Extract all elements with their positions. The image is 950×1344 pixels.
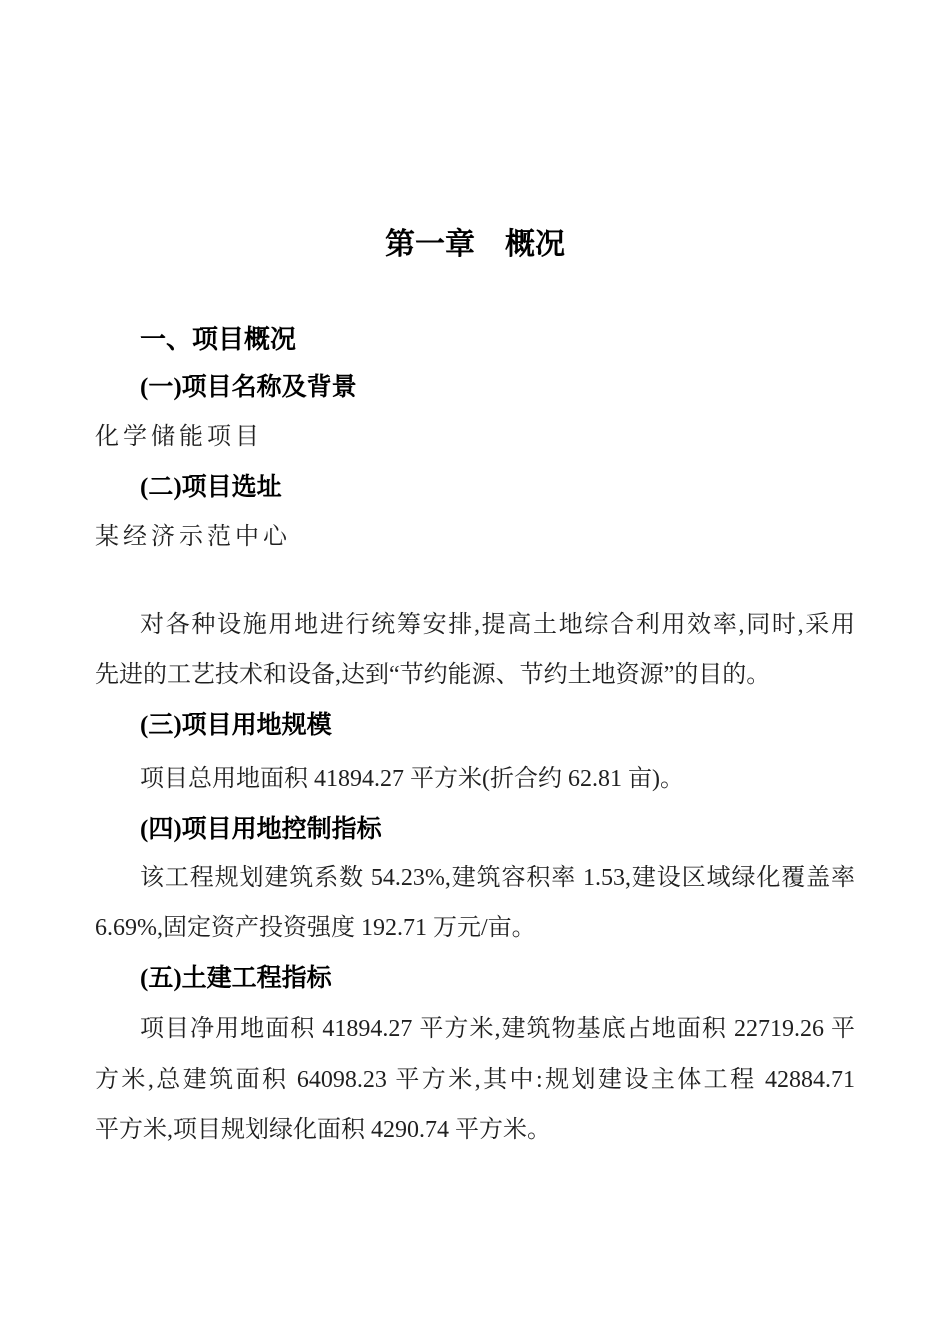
subsection-heading-land-scale: (三)项目用地规模 [140,712,332,739]
site-location-text: 某经济示范中心 [95,524,291,550]
chapter-title: 第一章 概况 [385,228,565,261]
subsection-heading-civil-engineering: (五)土建工程指标 [140,965,332,992]
section-heading-project-overview: 一、项目概况 [140,324,297,354]
land-planning-paragraph-line-2: 先进的工艺技术和设备,达到“节约能源、节约土地资源”的目的。 [95,662,771,688]
project-name-text: 化学储能项目 [95,424,263,450]
subsection-heading-site-selection: (二)项目选址 [140,474,282,501]
subsection-heading-project-name: (一)项目名称及背景 [140,374,357,401]
land-planning-paragraph-line-1: 对各种设施用地进行统筹安排,提高土地综合利用效率,同时,采用 [140,612,855,638]
land-area-text: 项目总用地面积 41894.27 平方米(折合约 62.81 亩)。 [140,766,684,792]
civil-engineering-line-2: 方米,总建筑面积 64098.23 平方米,其中:规划建设主体工程 42884.71 [95,1067,855,1093]
civil-engineering-line-3: 平方米,项目规划绿化面积 4290.74 平方米。 [95,1117,551,1143]
land-control-indicators-line-1: 该工程规划建筑系数 54.23%,建筑容积率 1.53,建设区域绿化覆盖率 [140,865,855,891]
land-control-indicators-line-2: 6.69%,固定资产投资强度 192.71 万元/亩。 [95,915,536,941]
subsection-heading-land-control-indicators: (四)项目用地控制指标 [140,816,382,843]
civil-engineering-line-1: 项目净用地面积 41894.27 平方米,建筑物基底占地面积 22719.26 平 [140,1016,855,1042]
